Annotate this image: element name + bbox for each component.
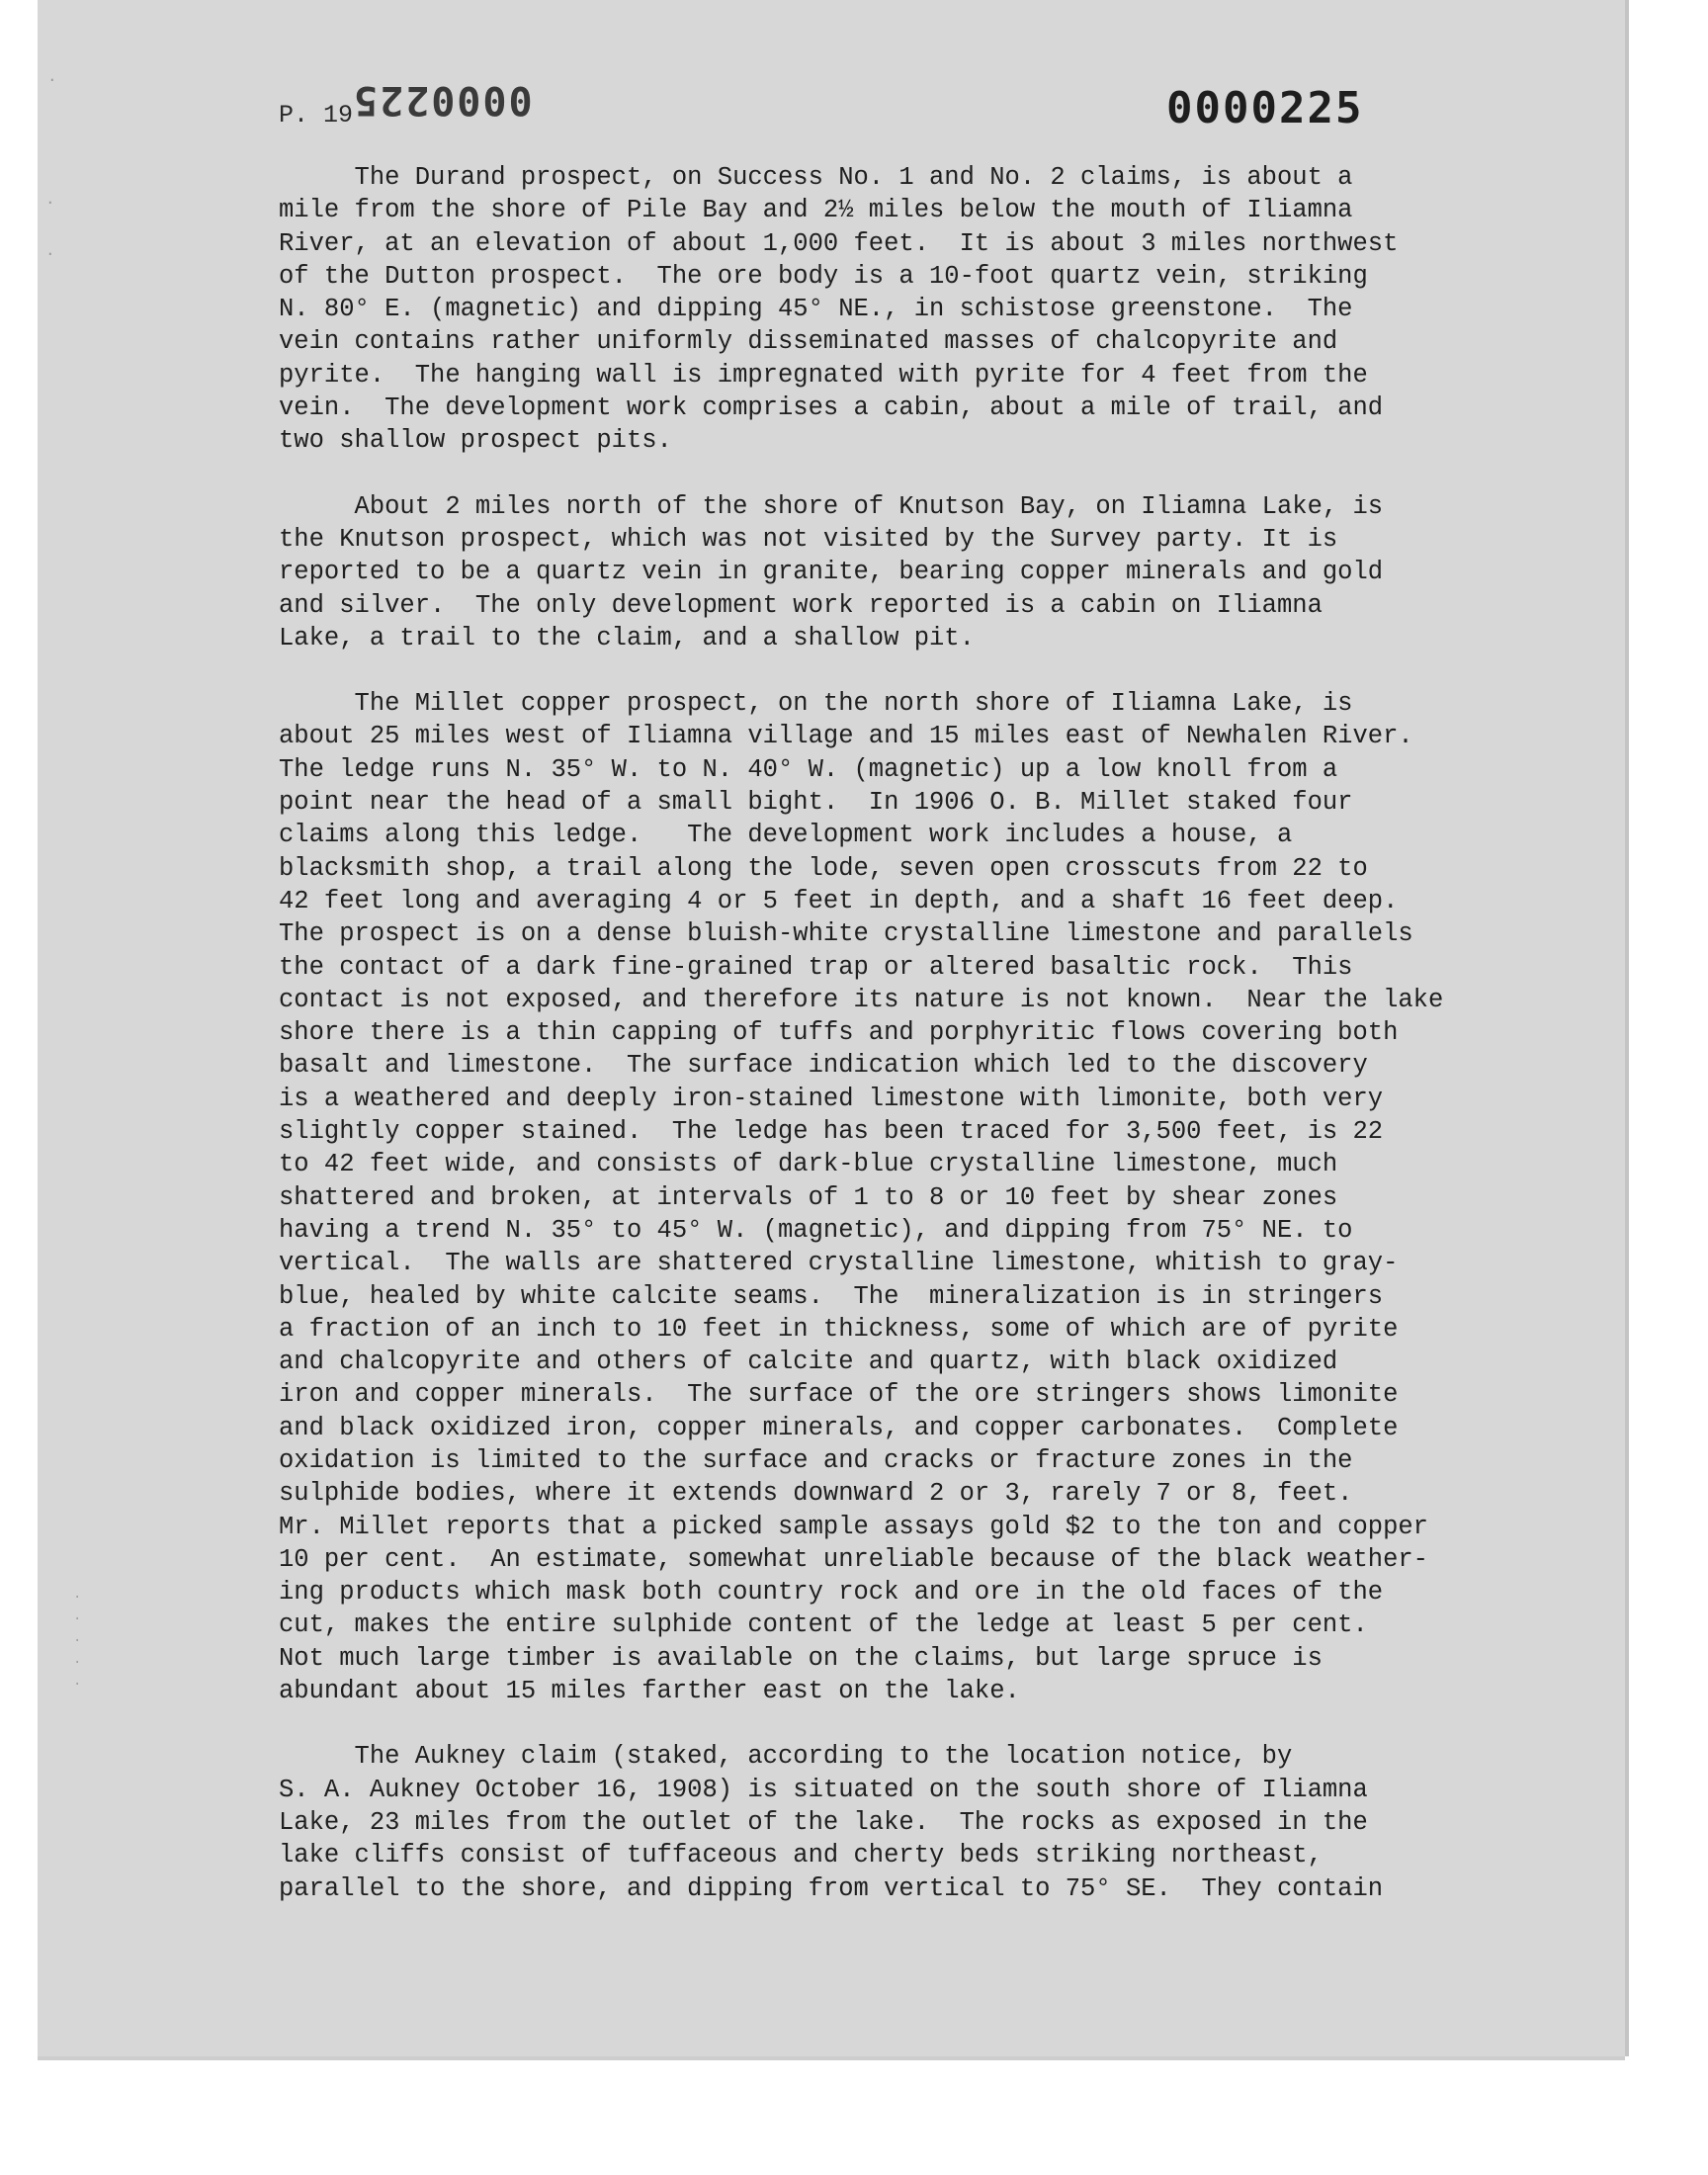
text-line: N. 80° E. (magnetic) and dipping 45° NE., in schistose greenstone. The (279, 295, 1353, 324)
text-line: the contact of a dark fine-grained trap or altered basaltic rock. This (279, 952, 1353, 982)
paragraph (279, 1740, 1623, 1904)
text-line: and chalcopyrite and others of calcite and quartz, with black oxidized (279, 1348, 1338, 1377)
text-line: the Knutson prospect, which was not visited by the Survey party. It is (279, 524, 1338, 554)
text-line: The prospect is on a dense bluish-white crystalline limestone and parallels (279, 919, 1413, 949)
text-line: two shallow prospect pits. (279, 426, 672, 456)
document-page (38, 0, 1625, 2056)
text-line: shore there is a thin capping of tuffs and porphyritic flows covering both (279, 1018, 1399, 1048)
text-line: point near the head of a small bight. In 1906 O. B. Millet staked four (279, 788, 1353, 818)
text-line: River, at an elevation of about 1,000 feet. It is about 3 miles northwest (279, 228, 1399, 258)
body-text (279, 161, 1623, 1938)
text-line: Not much large timber is available on the claims, but large spruce is (279, 1643, 1323, 1673)
text-line: reported to be a quartz vein in granite, bearing copper minerals and gold (279, 558, 1384, 587)
text-line: a fraction of an inch to 10 feet in thickness, some of which are of pyrite (279, 1314, 1399, 1344)
margin-dots: · · · · · (73, 1590, 82, 1693)
text-line: 10 per cent. An estimate, somewhat unreliable because of the black weather- (279, 1544, 1428, 1574)
text-line: Lake, 23 miles from the outlet of the lake. The rocks as exposed in the (279, 1807, 1368, 1837)
text-line: ing products which mask both country rock and ore in the old faces of the (279, 1578, 1384, 1608)
text-line: About 2 miles north of the shore of Knutson Bay, on Iliamna Lake, is (279, 491, 1384, 521)
text-line: 42 feet long and averaging 4 or 5 feet in depth, and a shaft 16 feet deep. (279, 886, 1399, 915)
text-line: of the Dutton prospect. The ore body is a 10-foot quartz vein, striking (279, 261, 1368, 291)
text-line: slightly copper stained. The ledge has been traced for 3,500 feet, is 22 (279, 1117, 1384, 1147)
text-line: pyrite. The hanging wall is impregnated with pyrite for 4 feet from the (279, 360, 1368, 390)
text-line: Mr. Millet reports that a picked sample assays gold $2 to the ton and copper (279, 1512, 1428, 1541)
text-line: oxidation is limited to the surface and cracks or fracture zones in the (279, 1445, 1353, 1475)
text-line: vein. The development work comprises a cabin, about a mile of trail, and (279, 393, 1384, 423)
text-line: and black oxidized iron, copper minerals, and copper carbonates. Complete (279, 1413, 1399, 1442)
text-line: having a trend N. 35° to 45° W. (magnetic), and dipping from 75° NE. to (279, 1215, 1353, 1245)
paragraph (279, 161, 1623, 458)
page-header (38, 79, 1625, 138)
text-line: lake cliffs consist of tuffaceous and cherty beds striking northeast, (279, 1841, 1323, 1870)
text-line: mile from the shore of Pile Bay and 2½ miles below the mouth of Iliamna (279, 196, 1353, 225)
text-line: S. A. Aukney October 16, 1908) is situated on the south shore of Iliamna (279, 1775, 1368, 1804)
text-line: and silver. The only development work reported is a cabin on Iliamna (279, 590, 1323, 620)
text-line: shattered and broken, at intervals of 1 to 8 or 10 feet by shear zones (279, 1182, 1338, 1212)
margin-mark: · (47, 71, 57, 89)
document-number-stamp: 0000225 (1166, 83, 1364, 133)
text-line: claims along this ledge. The development work includes a house, a (279, 821, 1293, 850)
text-line: contact is not exposed, and therefore its nature is not known. Near the lake (279, 985, 1444, 1014)
margin-mark: · (45, 245, 55, 263)
page-number-label: P. 19 (279, 101, 354, 130)
text-line: to 42 feet wide, and consists of dark-blue crystalline limestone, much (279, 1150, 1338, 1179)
text-line: Lake, a trail to the claim, and a shallow pit. (279, 623, 975, 652)
text-line: The ledge runs N. 35° W. to N. 40° W. (magnetic) up a low knoll from a (279, 754, 1338, 784)
text-line: The Durand prospect, on Success No. 1 and No. 2 claims, is about a (279, 163, 1353, 192)
text-line: cut, makes the entire sulphide content of the ledge at least 5 per cent. (279, 1610, 1368, 1640)
margin-mark: · (45, 194, 55, 212)
text-line: basalt and limestone. The surface indication which led to the discovery (279, 1051, 1368, 1081)
document-number-stamp-inverted: 0000225 (352, 77, 533, 123)
text-line: vertical. The walls are shattered crystalline limestone, whitish to gray- (279, 1249, 1399, 1278)
text-line: The Aukney claim (staked, according to the location notice, by (279, 1742, 1293, 1772)
text-line: blacksmith shop, a trail along the lode, seven open crosscuts from 22 to (279, 853, 1368, 883)
text-line: blue, healed by white calcite seams. The mineralization is in stringers (279, 1281, 1384, 1311)
text-line: vein contains rather uniformly disseminated masses of chalcopyrite and (279, 327, 1338, 357)
text-line: abundant about 15 miles farther east on the lake. (279, 1677, 1020, 1706)
text-line: is a weathered and deeply iron-stained limestone with limonite, both very (279, 1084, 1384, 1113)
text-line: The Millet copper prospect, on the north shore of Iliamna Lake, is (279, 689, 1353, 719)
text-line: parallel to the shore, and dipping from vertical to 75° SE. They contain (279, 1873, 1384, 1903)
text-line: about 25 miles west of Iliamna village and 15 miles east of Newhalen River. (279, 722, 1413, 751)
text-line: sulphide bodies, where it extends downward 2 or 3, rarely 7 or 8, feet. (279, 1479, 1353, 1509)
paragraph (279, 490, 1623, 654)
text-line: iron and copper minerals. The surface of the ore stringers shows limonite (279, 1380, 1399, 1410)
paragraph (279, 687, 1623, 1707)
